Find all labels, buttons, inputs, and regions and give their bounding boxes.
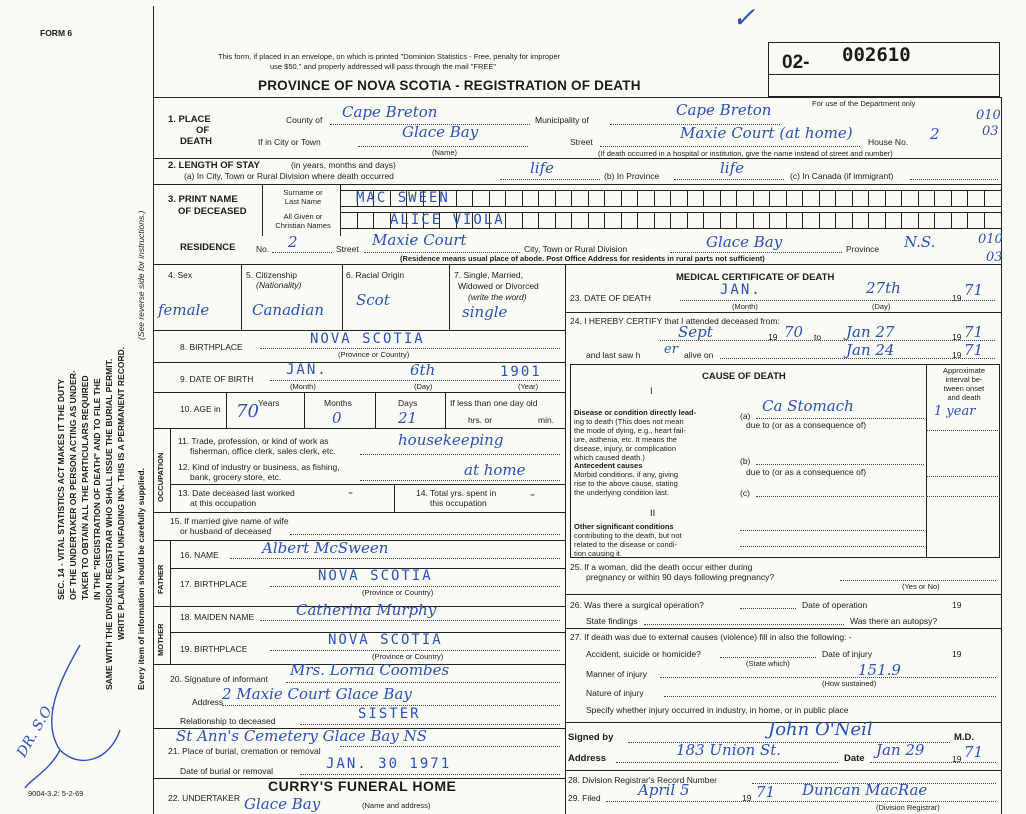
check-mark: ✓ (732, 1, 756, 34)
stay-canada-label: (c) In Canada (if immigrant) (790, 171, 894, 181)
marital-label-2: Widowed or Divorced (458, 281, 539, 291)
house-no-value: 2 (930, 125, 940, 143)
other-label-2: contributing to the death, but not (574, 531, 682, 540)
mother-birthplace-value: NOVA SCOTIA (328, 632, 443, 648)
envelope-notice-1: This form, if placed in an envelope, on which is printed "Dominion Statistics - Free, penalty for improper (218, 52, 560, 61)
interval-value: 1 year (934, 404, 976, 419)
last-saw-label-2: alive on (684, 350, 714, 360)
residence-label: RESIDENCE (180, 242, 236, 253)
residence-street-value: Maxie Court (372, 231, 467, 249)
part-two-label: II (650, 508, 656, 519)
industry-value: at home (464, 461, 526, 479)
surgical-label: 26. Was there a surgical operation? (570, 600, 704, 610)
residence-note: (Residence means usual place of abode. Post Office Address for residents in rural parts not sufficient) (400, 254, 765, 263)
last-worked-label-2: at this occupation (190, 498, 257, 508)
cause-a-label: (a) (740, 411, 751, 421)
marital-label-3: (write the word) (468, 292, 527, 302)
accident-label: Accident, suicide or homicide? (586, 649, 701, 659)
how-sustained-hint: (How sustained) (822, 679, 877, 688)
side-note-3: TAKER TO OBTAIN ALL THE PARTICULARS REQUIRED (80, 375, 90, 600)
age-years-value: 70 (236, 401, 259, 422)
side-note-4: IN THE "REGISTRATION OF DEATH" AND TO FILE THE (92, 378, 102, 600)
informant-label: 20. Signature of informant (170, 674, 268, 684)
cert-year-value: 71 (964, 743, 984, 761)
injury-code-value: 151.9 (858, 661, 901, 679)
attended-from-value: Sept (678, 323, 713, 341)
informant-address-value: 2 Maxie Court Glace Bay (222, 685, 412, 703)
street-label: Street (570, 137, 593, 147)
birthplace-value: NOVA SCOTIA (310, 331, 425, 347)
cause-a-value: Ca Stomach (762, 397, 854, 415)
code-4: 03 (986, 250, 1003, 265)
industry-label-2: bank, grocery store, etc. (190, 472, 282, 482)
cert-date-label: Date (844, 753, 865, 764)
surname-label-1: Surname or (283, 188, 323, 197)
undertaker-label: 22. UNDERTAKER (168, 793, 240, 803)
maiden-name-value: Catherina Murphy (296, 601, 437, 619)
given-label-1: All Given or (283, 212, 323, 221)
municipality-value: Cape Breton (676, 101, 772, 119)
dob-day-hint: (Day) (414, 382, 433, 391)
stay-province-value: life (720, 159, 745, 177)
citizenship-value: Canadian (252, 301, 325, 319)
spouse-label-1: 15. If married give name of wife (170, 516, 289, 526)
side-note-1: SEC. 14 - VITAL STATISTICS ACT MAKES IT THE DUTY (56, 378, 66, 600)
other-label-4: tion causing it. (574, 549, 622, 558)
last-saw-pronoun: er (664, 342, 678, 357)
surname-value: MAC SWEEN (356, 190, 450, 206)
disease-label-5: disease, injury, or complication (574, 444, 676, 453)
interval-label-1: Approximate (942, 366, 986, 375)
attended-to-value: Jan 27 (846, 323, 895, 341)
less-day-label: If less than one day old (450, 398, 538, 408)
age-label: 10. AGE in (180, 404, 221, 414)
manner-label: Manner of injury (586, 669, 647, 679)
total-years-label-1: 14. Total yrs. spent in (416, 488, 497, 498)
last-saw-year: 71 (964, 341, 984, 359)
house-no-label: House No. (868, 137, 909, 147)
date-of-death-19: 19 (952, 293, 962, 303)
filed-year-value: 71 (756, 783, 776, 801)
stay-city-label: (a) In City, Town or Rural Division where death occurred (184, 171, 394, 181)
citizenship-label-2: (Nationality) (256, 280, 302, 290)
attended-19b: 19 (952, 332, 962, 342)
disease-label-1: Disease or condition directly lead- (574, 408, 697, 417)
attended-from-year: 70 (784, 323, 804, 341)
age-years-label: Years (258, 398, 280, 408)
burial-date-label: Date of burial or removal (180, 766, 274, 776)
print-name-label-1: 3. PRINT NAME (168, 194, 238, 205)
city-value: Glace Bay (402, 123, 479, 141)
age-days-value: 21 (398, 409, 418, 427)
burial-place-label: 21. Place of burial, cremation or removal (168, 746, 321, 756)
disease-label-6: which caused death.) (574, 453, 645, 462)
pregnancy-label-1: 25. If a woman, did the death occur either during (570, 562, 753, 572)
death-month-hint: (Month) (732, 302, 758, 311)
envelope-notice-2: use $50," and properly addressed will pass through the mail "FREE" (270, 62, 497, 71)
father-name-label: 16. NAME (180, 550, 219, 560)
other-label-1: Other significant conditions (574, 522, 674, 531)
registrar-signature: Duncan MacRae (802, 781, 928, 799)
trade-value: housekeeping (398, 431, 504, 449)
industry-label-1: 12. Kind of industry or business, as fishing, (178, 462, 340, 472)
father-birthplace-hint: (Province or Country) (362, 588, 434, 597)
part-one-label: I (650, 386, 653, 397)
hrs-label: hrs. or (468, 415, 493, 425)
citizenship-label-1: 5. Citizenship (246, 270, 298, 280)
total-years-label-2: this occupation (430, 498, 487, 508)
undertaker-town-value: Glace Bay (244, 795, 321, 813)
trade-label-1: 11. Trade, profession, or kind of work as (178, 436, 329, 446)
residence-no-label: No. (256, 244, 270, 254)
date-operation-label: Date of operation (802, 600, 868, 610)
length-stay-label: 2. LENGTH OF STAY (168, 160, 260, 171)
dob-month-value: JAN. (286, 362, 328, 378)
min-label: min. (538, 415, 555, 425)
pregnancy-label-2: pregnancy or within 90 days following pregnancy? (586, 572, 775, 582)
department-use-note: For use of the Department only (812, 99, 916, 108)
last-worked-label-1: 13. Date deceased last worked (178, 488, 295, 498)
birthplace-hint: (Province or Country) (338, 350, 410, 359)
disease-label-3: the mode of dying, e.g., heart fail- (574, 426, 686, 435)
county-label: County of (286, 115, 323, 125)
informant-address-label: Address (192, 697, 224, 707)
municipality-label: Municipality of (535, 115, 589, 125)
cause-c-label: (c) (740, 488, 750, 498)
injury-19: 19 (952, 649, 962, 659)
antecedent-label-1: Antecedent causes (574, 461, 643, 470)
operation-19: 19 (952, 600, 962, 610)
father-label: FATHER (156, 564, 165, 594)
signed-by-label: Signed by (568, 732, 614, 743)
place-label-2: OF (196, 125, 210, 136)
place-label-1: 1. PLACE (168, 114, 211, 125)
form-title: PROVINCE OF NOVA SCOTIA - REGISTRATION OF DEATH (258, 78, 641, 93)
father-name-value: Albert McSween (262, 539, 389, 557)
registration-prefix: 02- (782, 52, 810, 73)
physician-address-value: 183 Union St. (676, 741, 782, 759)
maiden-name-label: 18. MAIDEN NAME (180, 612, 255, 622)
sex-label: 4. Sex (168, 270, 193, 280)
antecedent-label-3: rise to the above cause, stating (574, 479, 678, 488)
trade-label-2: fisherman, office clerk, sales clerk, etc. (190, 446, 336, 456)
dob-year-value: 1901 (500, 364, 542, 380)
relationship-value: SISTER (358, 706, 421, 722)
code-1: 010 (976, 108, 1001, 123)
disease-label-4: ure, asthenia, etc. It means the (574, 435, 677, 444)
autopsy-label: Was there an autopsy? (850, 616, 938, 626)
residence-street-label: Street (336, 244, 359, 254)
attended-to-year: 71 (964, 323, 984, 341)
due-to-1: due to (or as a consequence of) (746, 420, 867, 430)
registrar-record-label: 28. Division Registrar's Record Number (568, 775, 718, 785)
due-to-2: due to (or as a consequence of) (746, 467, 867, 477)
nature-label: Nature of injury (586, 688, 644, 698)
margin-scribble-icon (20, 640, 140, 790)
filed-date-value: April 5 (638, 781, 690, 799)
residence-no-value: 2 (288, 233, 298, 251)
md-label: M.D. (954, 732, 975, 743)
interval-label-3: tween onset (943, 384, 985, 393)
residence-province-value: N.S. (904, 233, 936, 251)
cause-b-label: (b) (740, 456, 751, 466)
residence-city-value: Glace Bay (706, 233, 783, 251)
father-birthplace-label: 17. BIRTHPLACE (180, 579, 248, 589)
funeral-home-stamp: CURRY'S FUNERAL HOME (268, 778, 457, 794)
last-saw-date: Jan 24 (846, 341, 895, 359)
interval-label-2: interval be- (945, 375, 983, 384)
birthplace-label: 8. BIRTHPLACE (180, 342, 243, 352)
sex-value: female (158, 301, 210, 319)
given-names-value: ALICE VIOLA (390, 212, 505, 228)
code-3: 010 (978, 232, 1003, 247)
dob-day-value: 6th (410, 361, 436, 379)
burial-date-value: JAN. 30 1971 (326, 756, 452, 772)
other-label-3: related to the disease or condi- (574, 540, 677, 549)
place-label-3: DEATH (180, 136, 213, 147)
code-2: 03 (982, 124, 999, 139)
date-of-death-month: JAN. (720, 282, 762, 298)
last-saw-19: 19 (952, 350, 962, 360)
external-label: 27. If death was due to external causes (violence) fill in also the following: - (570, 632, 852, 642)
medical-certificate-title: MEDICAL CERTIFICATE OF DEATH (676, 272, 835, 283)
filed-label: 29. Filed (568, 793, 601, 803)
registration-number: 002610 (842, 44, 911, 66)
date-of-death-year: 71 (964, 281, 984, 299)
antecedent-label-2: Morbid conditions, if any, giving (574, 470, 679, 479)
interval-label-4: and death (947, 393, 981, 402)
date-injury-label: Date of injury (822, 649, 873, 659)
date-of-death-label: 23. DATE OF DEATH (570, 293, 651, 303)
side-note-2: OF THE UNDERTAKER OR PERSON ACTING AS UNDER- (68, 370, 78, 600)
dob-year-hint: (Year) (518, 382, 539, 391)
antecedent-label-4: the underlying condition last. (574, 488, 670, 497)
attended-to-label: to (814, 332, 822, 342)
side-note-6: WRITE PLAINLY WITH UNFADING INK. THIS IS A PERMANENT RECORD. (116, 346, 126, 640)
disease-label-2: ing to death (This does not mean (574, 417, 684, 426)
last-saw-label-1: and last saw h (586, 350, 641, 360)
state-which-hint: (State which) (746, 659, 790, 668)
residence-province-label: Province (846, 244, 880, 254)
mother-label: MOTHER (156, 623, 165, 656)
side-note-8: Every item of information should be carefully supplied. (136, 468, 146, 690)
date-of-death-day: 27th (866, 279, 901, 297)
mother-birthplace-hint: (Province or Country) (372, 652, 444, 661)
hospital-note: (If death occurred in a hospital or institution, give the name instead of street and number) (598, 149, 893, 158)
attended-19a: 19 (768, 332, 778, 342)
cert-date-value: Jan 29 (876, 741, 925, 759)
certify-label: 24. I HEREBY CERTIFY that I attended deceased from: (570, 316, 780, 326)
stay-province-label: (b) In Province (604, 171, 660, 181)
margin-note: DR. S.O. (14, 700, 58, 760)
city-town-label: If in City or Town (258, 137, 321, 147)
undertaker-hint: (Name and address) (362, 801, 431, 810)
mother-birthplace-label: 19. BIRTHPLACE (180, 644, 248, 654)
cert-19: 19 (952, 754, 962, 764)
findings-label: State findings (586, 616, 638, 626)
surname-label-2: Last Name (284, 197, 322, 206)
street-value: Maxie Court (at home) (680, 124, 853, 142)
yes-no-hint: (Yes or No) (902, 582, 940, 591)
specify-label: Specify whether injury occurred in industry, in home, or in public place (586, 705, 849, 715)
physician-signature: John O'Neil (768, 719, 873, 740)
marital-label-1: 7. Single, Married, (454, 270, 523, 280)
informant-value: Mrs. Lorna Coombes (290, 661, 450, 679)
stay-city-value: life (530, 159, 555, 177)
age-months-label: Months (324, 398, 352, 408)
side-note-5: SAME WITH THE DIVISION REGISTRAR WHO SHALL ISSUE THE BURIAL PERMIT. (104, 358, 114, 690)
print-code: 9004-3.2: 5-2-69 (28, 789, 84, 798)
burial-place-value: St Ann's Cemetery Glace Bay NS (176, 727, 427, 745)
spouse-label-2: or husband of deceased (180, 526, 272, 536)
age-days-label: Days (398, 398, 418, 408)
division-registrar-hint: (Division Registrar) (876, 803, 940, 812)
racial-value: Scot (356, 291, 390, 309)
name-hint: (Name) (432, 148, 458, 157)
father-birthplace-value: NOVA SCOTIA (318, 568, 433, 584)
racial-label: 6. Racial Origin (346, 270, 405, 280)
cause-of-death-title: CAUSE OF DEATH (702, 371, 786, 382)
form-number: FORM 6 (40, 28, 73, 38)
physician-address-label: Address (568, 753, 607, 764)
relationship-label: Relationship to deceased (180, 716, 276, 726)
filed-19: 19 (742, 793, 752, 803)
death-day-hint: (Day) (872, 302, 891, 311)
residence-city-label: City, Town or Rural Division (524, 244, 628, 254)
print-name-label-2: OF DECEASED (178, 206, 247, 217)
marital-value: single (462, 303, 508, 321)
last-worked-value: - (348, 483, 354, 501)
age-months-value: 0 (332, 409, 342, 427)
dob-month-hint: (Month) (290, 382, 316, 391)
total-years-value: - (530, 485, 536, 503)
dob-label: 9. DATE OF BIRTH (180, 374, 254, 384)
occupation-label: OCCUPATION (156, 452, 165, 502)
side-note-7: (See reverse side for instructions.) (136, 210, 146, 340)
length-stay-sub: (in years, months and days) (291, 160, 396, 170)
county-value: Cape Breton (342, 103, 438, 121)
given-label-2: Christian Names (275, 221, 331, 230)
